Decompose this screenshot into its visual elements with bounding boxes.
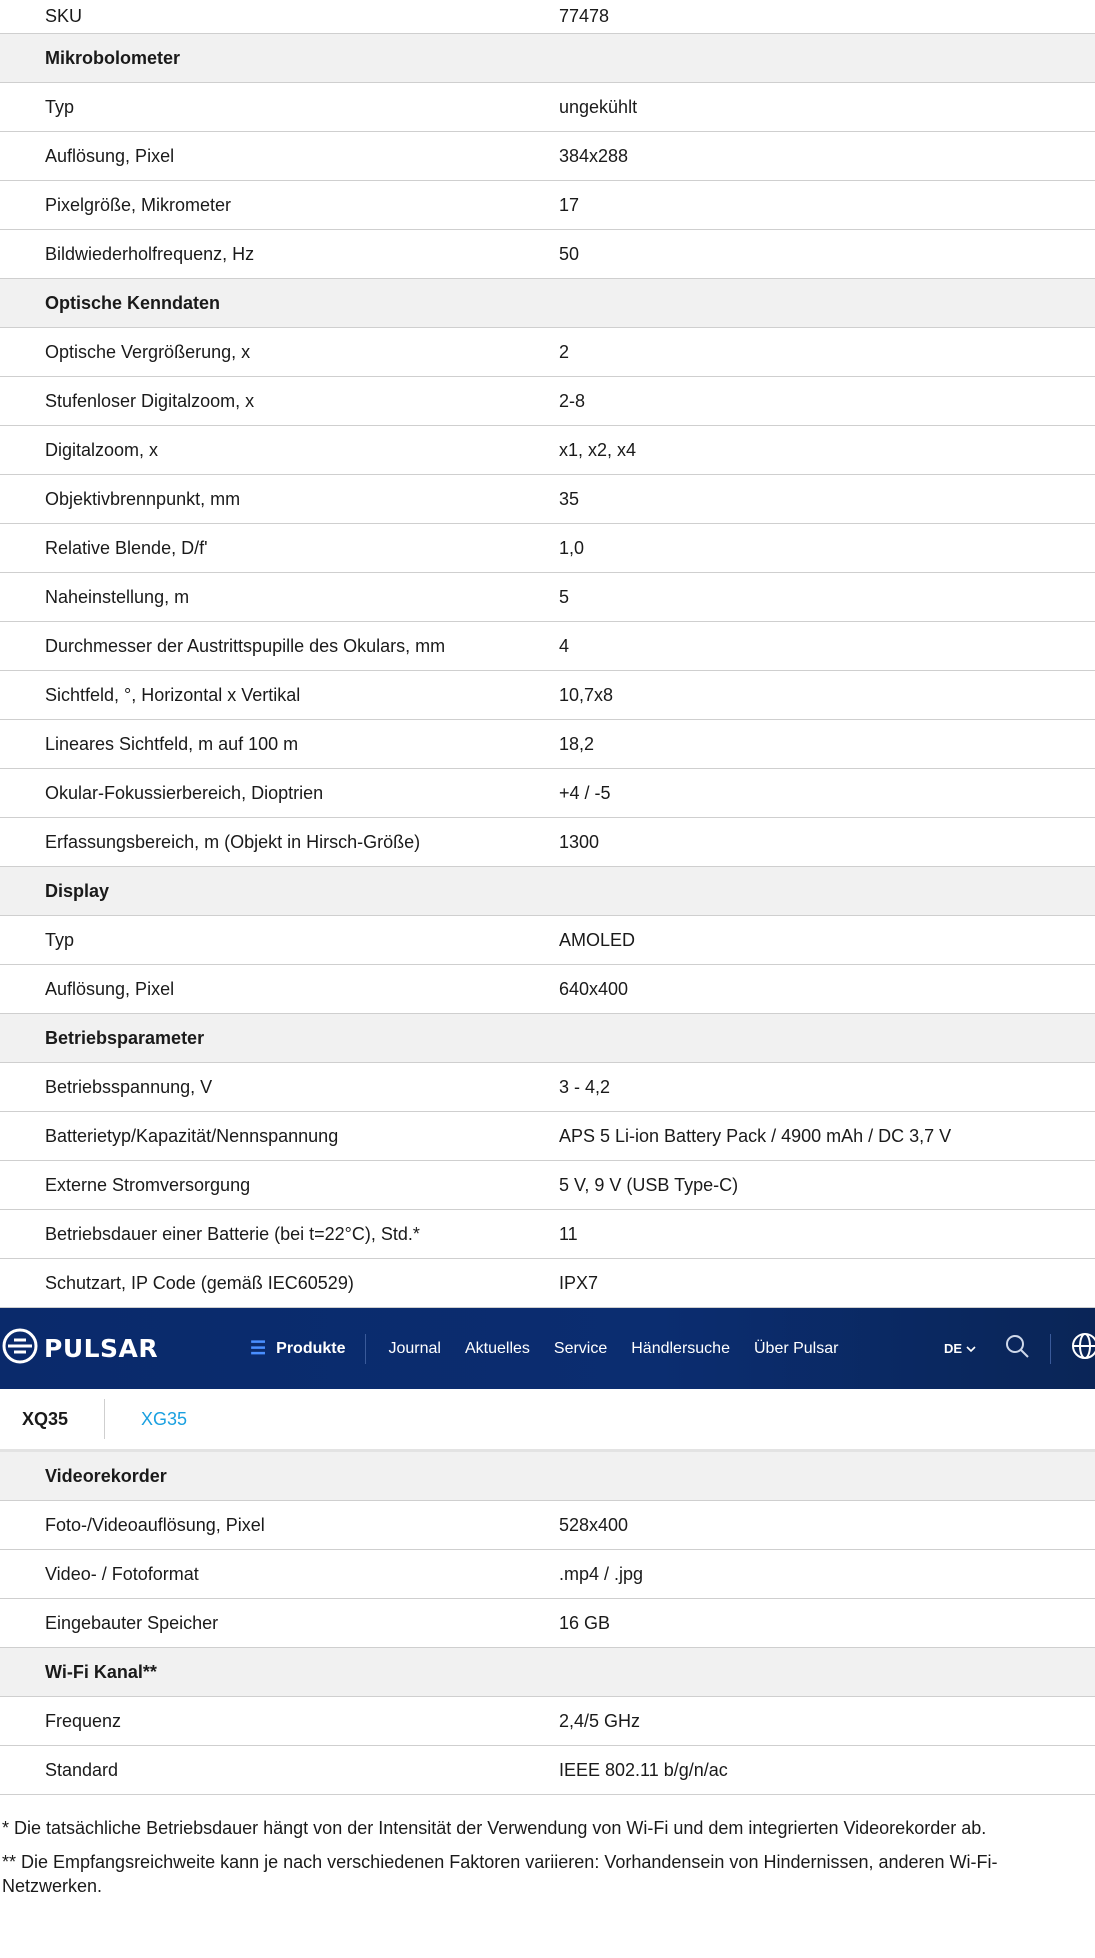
spec-label: Eingebauter Speicher [45,1612,219,1633]
spec-value: 640x400 [559,978,629,999]
spec-row [0,181,1095,230]
site-header [0,1308,1095,1389]
spec-row [0,622,1095,671]
spec-value: 11 [559,1223,578,1244]
spec-label: Erfassungsbereich, m (Objekt in Hirsch-Größe) [45,831,421,852]
spec-label: Objektivbrennpunkt, mm [45,488,241,509]
spec-value: 528x400 [559,1514,629,1535]
spec-section-header [0,1452,1095,1501]
spec-label: Externe Stromversorgung [45,1174,251,1195]
spec-row [0,1501,1095,1550]
spec-section-title: Optische Kenndaten [45,292,221,313]
spec-section-title: Betriebsparameter [45,1027,205,1048]
spec-value: 2-8 [559,390,586,411]
spec-row [0,1063,1095,1112]
spec-section-header [0,279,1095,328]
spec-row [0,573,1095,622]
nav-products-button[interactable] [250,1334,366,1364]
product-tabs [0,1389,1095,1452]
spec-label: Betriebsspannung, V [45,1076,213,1097]
spec-label: Typ [45,929,75,950]
footnote-wifi: ** Die Empfangsreichweite kann je nach verschiedenen Faktoren variieren: Vorhandensein von Hindernissen, anderen Wi-Fi-Netzwerken. [2,1852,998,1896]
spec-row [0,1746,1095,1795]
spec-value: 5 [559,586,570,607]
spec-value: 1300 [559,831,600,852]
spec-label: Bildwiederholfrequenz, Hz [45,243,255,264]
language-selector[interactable]: DE [944,1341,963,1356]
spec-section-title: Mikrobolometer [45,47,181,68]
nav-divider [1050,1334,1051,1364]
spec-row [0,426,1095,475]
spec-label: Auflösung, Pixel [45,145,175,166]
spec-row [0,1112,1095,1161]
spec-label: Betriebsdauer einer Batterie (bei t=22°C), Std.* [45,1223,420,1244]
spec-section-title: Display [45,880,110,901]
spec-row [0,524,1095,573]
spec-section-header [0,1014,1095,1063]
spec-label: Standard [45,1759,119,1780]
spec-value: 50 [559,243,580,264]
spec-label: Optische Vergrößerung, x [45,341,251,362]
spec-section-title: Wi-Fi Kanal** [45,1661,157,1682]
spec-row [0,671,1095,720]
spec-section-header [0,867,1095,916]
spec-row [0,132,1095,181]
spec-value: 16 GB [559,1612,611,1633]
globe-icon[interactable] [1071,1332,1095,1365]
nav-link-ueber-pulsar[interactable]: Über Pulsar [753,1339,839,1357]
search-icon[interactable] [1004,1333,1030,1364]
spec-row [0,1697,1095,1746]
nav-link-aktuelles[interactable]: Aktuelles [464,1339,530,1357]
spec-row [0,818,1095,867]
spec-label: Digitalzoom, x [45,439,159,460]
spec-value: 5 V, 9 V (USB Type-C) [559,1174,739,1195]
spec-row [0,377,1095,426]
pulsar-logo-icon [2,1328,38,1369]
spec-row [0,1550,1095,1599]
spec-row [0,1210,1095,1259]
spec-row [0,720,1095,769]
spec-section-header [0,34,1095,83]
spec-label: Batterietyp/Kapazität/Nennspannung [45,1125,339,1146]
spec-value: .mp4 / .jpg [559,1563,644,1584]
spec-value: 4 [559,635,570,656]
menu-icon: ☰ [250,1338,267,1358]
spec-value: IPX7 [559,1272,599,1293]
spec-label: Video- / Fotoformat [45,1563,199,1584]
spec-value: AMOLED [559,929,636,950]
brand-logo[interactable] [2,1328,250,1369]
brand-name: PULSAR [44,1334,159,1363]
footnotes [0,1816,1095,1898]
spec-label: Stufenloser Digitalzoom, x [45,390,255,411]
spec-value: APS 5 Li-ion Battery Pack / 4900 mAh / DC 3,7 V [559,1125,952,1146]
tab-divider [104,1399,105,1439]
spec-row [0,1599,1095,1648]
spec-label: Okular-Fokussierbereich, Dioptrien [45,782,324,803]
nav-utilities [944,1308,1095,1389]
spec-label: Relative Blende, D/f' [45,537,208,558]
tab-xg35[interactable]: XG35 [141,1408,188,1429]
spec-value: 2,4/5 GHz [559,1710,641,1731]
spec-row [0,475,1095,524]
spec-label: Auflösung, Pixel [45,978,175,999]
spec-value: 18,2 [559,733,595,754]
spec-value: 1,0 [559,537,585,558]
spec-value: x1, x2, x4 [559,439,637,460]
spec-row [0,916,1095,965]
spec-label: Lineares Sichtfeld, m auf 100 m [45,733,299,754]
spec-label: SKU [45,6,83,26]
spec-value: 35 [559,488,580,509]
spec-value: 3 - 4,2 [559,1076,611,1097]
nav-link-journal[interactable]: Journal [388,1339,441,1357]
nav-link-haendlersuche[interactable]: Händlersuche [631,1339,730,1357]
nav-links [388,1340,862,1358]
spec-row [0,769,1095,818]
chevron-down-icon [966,1340,976,1358]
spec-row [0,1259,1095,1308]
spec-label: Frequenz [45,1710,122,1731]
spec-section-header [0,1648,1095,1697]
spec-label: Sichtfeld, °, Horizontal x Vertikal [45,684,301,705]
spec-table-bottom [0,1452,1095,1795]
spec-value: 384x288 [559,145,629,166]
spec-label: Typ [45,96,75,117]
nav-products-label: Produkte [276,1339,346,1357]
footnote-battery: * Die tatsächliche Betriebsdauer hängt von der Intensität der Verwendung von Wi-Fi und dem integrierten Videorekorder ab. [2,1818,987,1838]
tab-xq35[interactable]: XQ35 [22,1408,69,1429]
spec-row [0,1161,1095,1210]
spec-row [0,0,1095,34]
spec-label: Durchmesser der Austrittspupille des Okulars, mm [45,635,446,656]
spec-value: ungekühlt [559,96,638,117]
spec-row [0,230,1095,279]
spec-value: 2 [559,341,570,362]
spec-value: 77478 [559,6,610,26]
nav-link-service[interactable]: Service [553,1339,608,1357]
spec-value: IEEE 802.11 b/g/n/ac [559,1759,728,1780]
spec-label: Naheinstellung, m [45,586,190,607]
spec-row [0,328,1095,377]
spec-value: 17 [559,194,580,215]
spec-label: Pixelgröße, Mikrometer [45,194,232,215]
spec-section-title: Videorekorder [45,1465,167,1486]
spec-value: 10,7x8 [559,684,614,705]
spec-row [0,965,1095,1014]
spec-label: Foto-/Videoauflösung, Pixel [45,1514,265,1535]
spec-row [0,83,1095,132]
spec-label: Schutzart, IP Code (gemäß IEC60529) [45,1272,354,1293]
spec-value: +4 / -5 [559,782,611,803]
